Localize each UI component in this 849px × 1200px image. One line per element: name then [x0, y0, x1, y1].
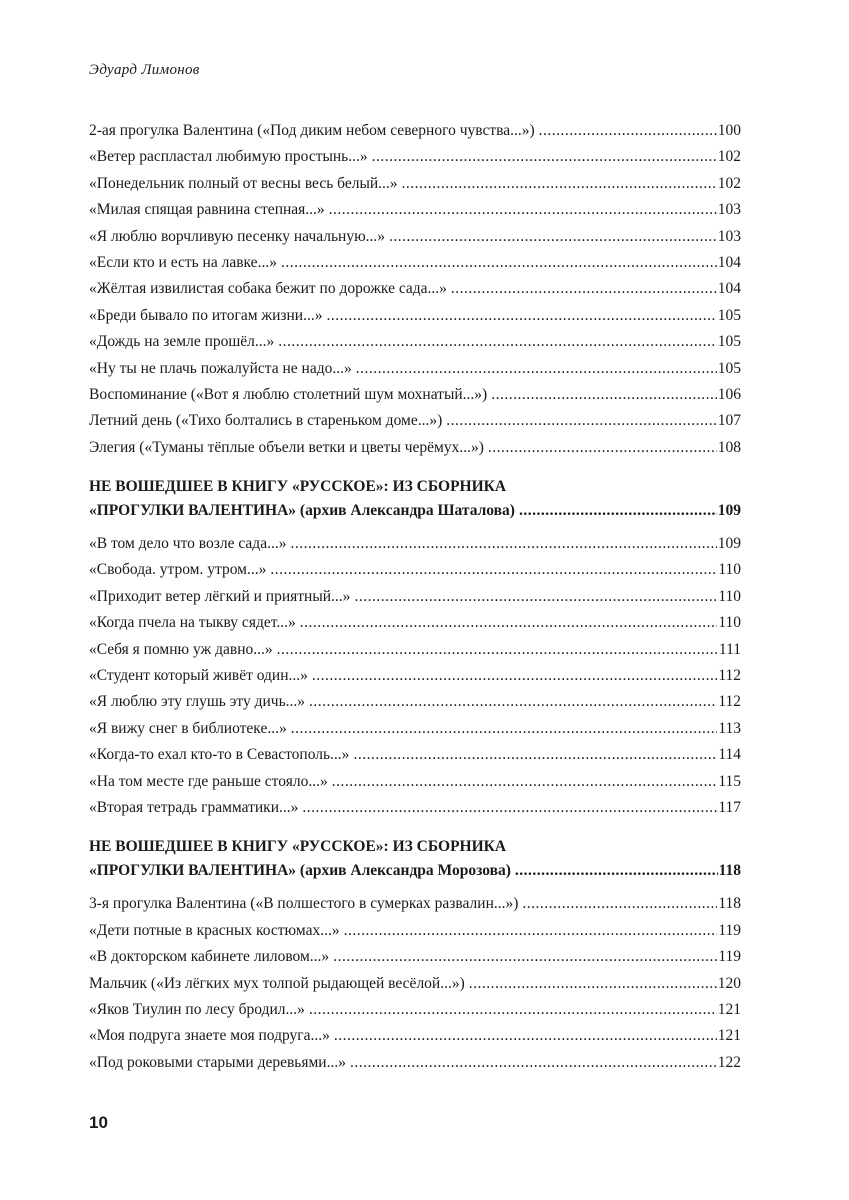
toc-entry-page: 121: [717, 1000, 741, 1018]
table-of-contents: [89, 118, 741, 1076]
toc-entry: [89, 891, 741, 917]
dot-leader: [277, 637, 718, 663]
toc-entry-page: 108: [717, 438, 741, 456]
toc-entry-page: 113: [718, 719, 741, 737]
toc-entry-title: Элегия («Туманы тёплые объели ветки и цветы черёмух...»): [89, 438, 484, 456]
dot-leader: [309, 997, 717, 1023]
toc-entry-title: Воспоминание («Вот я люблю столетний шум мохнатый...»): [89, 385, 488, 403]
toc-entry-title: «Когда-то ехал кто-то в Севастополь...»: [89, 746, 350, 764]
running-head: Эдуард Лимонов: [89, 62, 200, 78]
dot-leader: [281, 250, 717, 276]
page-number: 10: [89, 1113, 108, 1132]
dot-leader: [350, 1050, 717, 1076]
toc-entry: [89, 171, 741, 197]
toc-entry-title: 3-я прогулка Валентина («В полшестого в сумерках развалин...»): [89, 895, 519, 913]
dot-leader: [372, 144, 717, 170]
toc-entry-page: 122: [717, 1053, 741, 1071]
dot-leader: [291, 716, 718, 742]
dot-leader: [329, 197, 717, 223]
toc-entry-page: 103: [717, 227, 741, 245]
dot-leader: [334, 1023, 717, 1049]
dot-leader: [389, 224, 717, 250]
toc-entry: [89, 795, 741, 821]
toc-entry: [89, 250, 741, 276]
toc-entry-page: 102: [717, 148, 741, 166]
toc-entry-page: 121: [717, 1027, 741, 1045]
toc-entry-page: 112: [718, 667, 741, 685]
toc-entry-title: «Приходит ветер лёгкий и приятный...»: [89, 587, 351, 605]
toc-entry-page: 111: [718, 640, 741, 658]
toc-entry: [89, 1023, 741, 1049]
toc-entry: [89, 769, 741, 795]
dot-leader: [344, 918, 718, 944]
dot-leader: [402, 171, 717, 197]
section-heading-title: «ПРОГУЛКИ ВАЛЕНТИНА» (архив Александра Морозова): [89, 862, 511, 880]
toc-entry: [89, 663, 741, 689]
toc-entry-page: 115: [718, 772, 741, 790]
dot-leader: [353, 742, 717, 768]
toc-entry: [89, 716, 741, 742]
toc-entry-title: «Милая спящая равнина степная...»: [89, 201, 325, 219]
dot-leader: [539, 118, 717, 144]
toc-entry-title: «Бреди бывало по итогам жизни...»: [89, 306, 323, 324]
toc-entry: [89, 742, 741, 768]
toc-entry-title: «Дождь на земле прошёл...»: [89, 333, 275, 351]
section-heading-morozov: [89, 835, 741, 883]
toc-entry: [89, 918, 741, 944]
dot-leader: [333, 944, 717, 970]
toc-entry-title: «Студент который живёт один...»: [89, 667, 308, 685]
toc-entry-page: 117: [718, 798, 741, 816]
toc-entry: [89, 637, 741, 663]
toc-entry-page: 105: [717, 333, 741, 351]
dot-leader: [446, 408, 716, 434]
toc-entry-title: Летний день («Тихо болтались в стареньком доме...»): [89, 412, 443, 430]
section-heading-title: «ПРОГУЛКИ ВАЛЕНТИНА» (архив Александра Шаталова): [89, 502, 515, 520]
dot-leader: [522, 891, 717, 917]
toc-entry-title: «В докторском кабинете лиловом...»: [89, 948, 330, 966]
toc-entry: [89, 584, 741, 610]
toc-entry-page: 112: [718, 693, 741, 711]
toc-entry: [89, 944, 741, 970]
toc-entry-page: 109: [717, 535, 741, 553]
toc-entry-page: 103: [717, 201, 741, 219]
toc-entry: [89, 382, 741, 408]
dot-leader: [278, 329, 716, 355]
toc-entry-title: «На том месте где раньше стояло...»: [89, 772, 328, 790]
toc-entry-page: 107: [717, 412, 741, 430]
toc-entry-title: «Ветер распластал любимую простынь...»: [89, 148, 368, 166]
section-heading-line2: [89, 499, 741, 523]
toc-entry-title: «Ну ты не плачь пожалуйста не надо...»: [89, 359, 352, 377]
toc-entry: [89, 971, 741, 997]
dot-leader: [312, 663, 717, 689]
toc-entry-page: 105: [717, 359, 741, 377]
toc-entry: [89, 303, 741, 329]
toc-entry-page: 104: [717, 280, 741, 298]
dot-leader: [491, 382, 717, 408]
dot-leader: [290, 531, 716, 557]
toc-entry-title: «Дети потные в красных костюмах...»: [89, 921, 340, 939]
toc-entry-title: «В том дело что возле сада...»: [89, 535, 287, 553]
dot-leader: [488, 435, 717, 461]
toc-entry: [89, 435, 741, 461]
toc-entry-page: 102: [717, 174, 741, 192]
toc-entry: [89, 144, 741, 170]
toc-entry-page: 105: [717, 306, 741, 324]
toc-entry: [89, 557, 741, 583]
toc-entry-title: «Моя подруга знаете моя подруга...»: [89, 1027, 330, 1045]
toc-entry-title: «Понедельник полный от весны весь белый...»: [89, 174, 398, 192]
dot-leader: [302, 795, 717, 821]
toc-entry: [89, 197, 741, 223]
toc-entry-title: 2-ая прогулка Валентина («Под диким небом северного чувства...»): [89, 122, 535, 139]
toc-entry-title: «Если кто и есть на лавке...»: [89, 253, 277, 271]
toc-entry-page: 110: [718, 561, 741, 579]
toc-entry-title: «Я люблю ворчливую песенку начальную...»: [89, 227, 386, 245]
toc-entry-title: «Вторая тетрадь грамматики...»: [89, 798, 299, 816]
toc-entry: [89, 610, 741, 636]
dot-leader: [309, 689, 717, 715]
toc-entry-title: «Жёлтая извилистая собака бежит по дорожке сада...»: [89, 280, 447, 298]
dot-leader: [515, 859, 718, 883]
toc-entry-title: «Свобода. утром. утром...»: [89, 561, 267, 579]
dot-leader: [451, 276, 717, 302]
section-heading-line1: НЕ ВОШЕДШЕЕ В КНИГУ «РУССКОЕ»: ИЗ СБОРНИКА: [89, 838, 507, 856]
toc-entry: [89, 408, 741, 434]
toc-group-1: [89, 118, 741, 461]
toc-entry-page: 110: [718, 614, 741, 632]
section-heading-line1: НЕ ВОШЕДШЕЕ В КНИГУ «РУССКОЕ»: ИЗ СБОРНИКА: [89, 478, 507, 496]
toc-entry-page: 114: [718, 746, 741, 764]
toc-entry: [89, 224, 741, 250]
toc-entry-page: 110: [718, 587, 741, 605]
section-heading-shatalov: [89, 475, 741, 523]
section-heading-page: 118: [718, 862, 741, 880]
toc-entry-title: «Яков Тиулин по лесу бродил...»: [89, 1000, 305, 1018]
toc-entry-page: 100: [717, 122, 741, 139]
toc-group-3: [89, 891, 741, 1076]
toc-group-2: [89, 531, 741, 821]
toc-entry-page: 118: [718, 895, 741, 913]
dot-leader: [270, 557, 717, 583]
toc-entry: [89, 356, 741, 382]
toc-entry-page: 120: [717, 974, 741, 992]
dot-leader: [356, 356, 717, 382]
toc-entry: [89, 997, 741, 1023]
toc-entry: [89, 118, 741, 144]
toc-entry-page: 104: [717, 253, 741, 271]
toc-entry: [89, 689, 741, 715]
dot-leader: [300, 610, 718, 636]
toc-entry: [89, 276, 741, 302]
toc-entry-title: «Себя я помню уж давно...»: [89, 640, 273, 658]
toc-entry-page: 106: [717, 385, 741, 403]
dot-leader: [332, 769, 718, 795]
toc-entry-title: Мальчик («Из лёгких мух толпой рыдающей весёлой...»): [89, 974, 465, 992]
toc-entry-title: «Под роковыми старыми деревьями...»: [89, 1053, 346, 1071]
section-heading-page: 109: [717, 502, 741, 520]
toc-entry-page: 119: [718, 921, 741, 939]
toc-entry: [89, 329, 741, 355]
toc-entry-title: «Когда пчела на тыкву сядет...»: [89, 614, 296, 632]
dot-leader: [519, 499, 717, 523]
section-heading-line2: [89, 859, 741, 883]
toc-entry-page: 119: [718, 948, 741, 966]
toc-entry-title: «Я люблю эту глушь эту дичь...»: [89, 693, 306, 711]
toc-entry: [89, 531, 741, 557]
dot-leader: [326, 303, 716, 329]
toc-entry: [89, 1050, 741, 1076]
toc-entry-title: «Я вижу снег в библиотеке...»: [89, 719, 287, 737]
dot-leader: [469, 971, 717, 997]
dot-leader: [354, 584, 717, 610]
